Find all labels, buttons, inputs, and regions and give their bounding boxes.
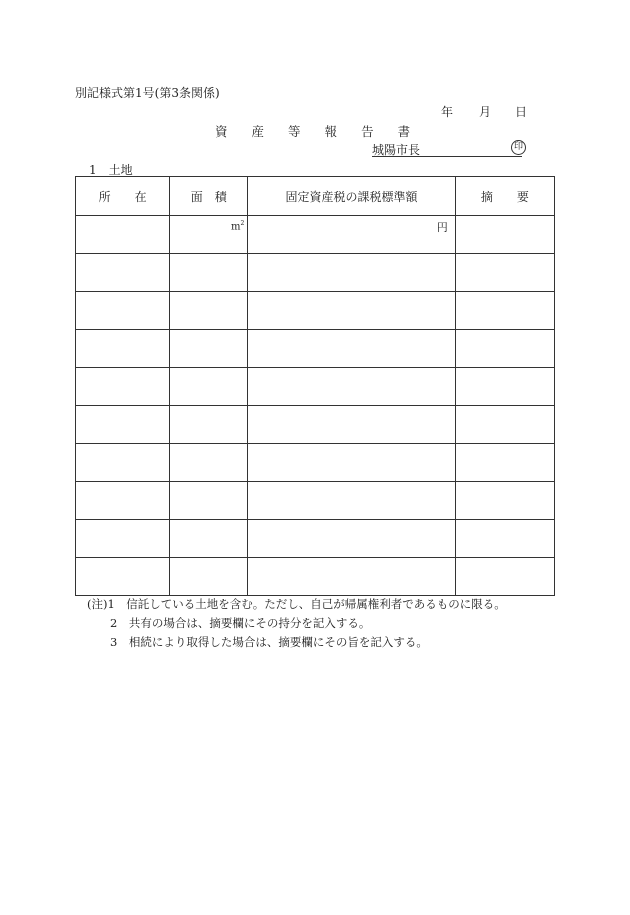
- note-1: (注)1 信託している土地を含む。ただし、自己が帰属権利者であるものに限る。: [87, 597, 506, 611]
- title-char: 資: [215, 124, 228, 139]
- cell-tax-base[interactable]: [248, 558, 455, 596]
- cell-location[interactable]: [76, 368, 170, 406]
- table-row: [76, 330, 555, 368]
- title-char: 等: [288, 124, 301, 139]
- addressee: 城陽市長: [372, 143, 421, 157]
- cell-remarks[interactable]: [455, 520, 554, 558]
- cell-tax-base[interactable]: [248, 330, 455, 368]
- title-char: 書: [397, 124, 411, 139]
- cell-remarks[interactable]: [455, 292, 554, 330]
- cell-tax-base[interactable]: [248, 520, 455, 558]
- cell-area[interactable]: [170, 558, 248, 596]
- cell-remarks[interactable]: [455, 558, 554, 596]
- cell-remarks[interactable]: [455, 368, 554, 406]
- cell-tax-base[interactable]: [248, 444, 455, 482]
- header-area: 面 積: [170, 177, 248, 216]
- date-day-label: 日: [515, 105, 528, 119]
- table-row: [76, 406, 555, 444]
- cell-location[interactable]: [76, 216, 170, 254]
- header-tax-base: 固定資産税の課税標準額: [248, 177, 455, 216]
- cell-location[interactable]: [76, 482, 170, 520]
- table-row: [76, 216, 555, 254]
- date-month-label: 月: [479, 105, 492, 119]
- cell-tax-base[interactable]: [248, 406, 455, 444]
- table-row: [76, 444, 555, 482]
- cell-area[interactable]: [170, 406, 248, 444]
- cell-location[interactable]: [76, 520, 170, 558]
- header-location: 所 在: [76, 177, 170, 216]
- land-table: [75, 176, 555, 596]
- cell-area[interactable]: [170, 292, 248, 330]
- cell-tax-base[interactable]: [248, 254, 455, 292]
- cell-location[interactable]: [76, 254, 170, 292]
- cell-tax-base[interactable]: [248, 216, 455, 254]
- cell-remarks[interactable]: [455, 254, 554, 292]
- title-char: 産: [251, 124, 265, 139]
- table-row: [76, 368, 555, 406]
- area-unit: $m^2$: [231, 220, 245, 233]
- cell-remarks[interactable]: [455, 482, 554, 520]
- document-title: [215, 122, 434, 140]
- note-2: 2 共有の場合は、摘要欄にその持分を記入する。: [110, 616, 371, 630]
- table-header-row: [76, 177, 555, 216]
- cell-area[interactable]: [170, 444, 248, 482]
- cell-area[interactable]: [170, 368, 248, 406]
- table-row: [76, 254, 555, 292]
- header-remarks: 摘 要: [455, 177, 554, 216]
- cell-remarks[interactable]: [455, 330, 554, 368]
- cell-area[interactable]: [170, 330, 248, 368]
- section-heading: 1 土地: [89, 163, 133, 177]
- table-row: [76, 292, 555, 330]
- seal-mark: 印: [511, 140, 526, 155]
- cell-location[interactable]: [76, 444, 170, 482]
- form-identifier: 別記様式第1号(第3条関係): [75, 86, 220, 100]
- title-char: 報: [324, 124, 338, 139]
- cell-area[interactable]: [170, 482, 248, 520]
- cell-remarks[interactable]: [455, 406, 554, 444]
- cell-location[interactable]: [76, 292, 170, 330]
- title-char: 告: [361, 124, 374, 139]
- date-year-label: 年: [441, 105, 454, 119]
- cell-area[interactable]: [170, 254, 248, 292]
- table-row: [76, 482, 555, 520]
- cell-tax-base[interactable]: [248, 368, 455, 406]
- cell-area[interactable]: [170, 216, 248, 254]
- cell-location[interactable]: [76, 406, 170, 444]
- cell-remarks[interactable]: [455, 216, 554, 254]
- cell-remarks[interactable]: [455, 444, 554, 482]
- note-3: 3 相続により取得した場合は、摘要欄にその旨を記入する。: [110, 635, 428, 649]
- cell-location[interactable]: [76, 558, 170, 596]
- table-row: [76, 558, 555, 596]
- yen-unit: 円: [436, 220, 448, 234]
- cell-area[interactable]: [170, 520, 248, 558]
- cell-tax-base[interactable]: [248, 292, 455, 330]
- cell-tax-base[interactable]: [248, 482, 455, 520]
- table-row: [76, 520, 555, 558]
- cell-location[interactable]: [76, 330, 170, 368]
